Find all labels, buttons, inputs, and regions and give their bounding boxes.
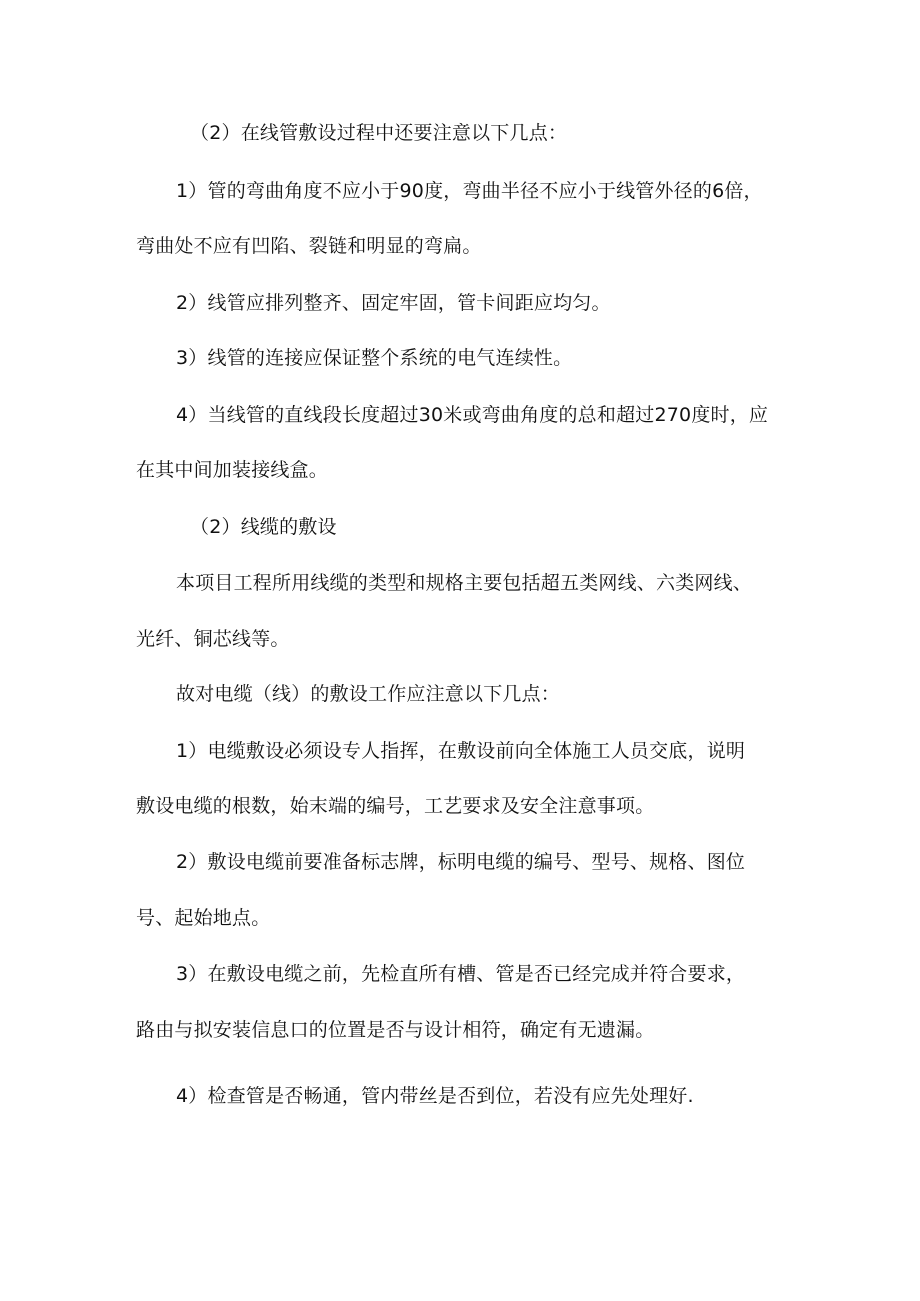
- paragraph-line: 敷设电缆的根数，始末端的编号，工艺要求及安全注意事项。: [136, 795, 655, 817]
- paragraph-line: 3）在敷设电缆之前，先检直所有槽、管是否已经完成并符合要求，: [176, 963, 746, 985]
- paragraph-line: 本项目工程所用线缆的类型和规格主要包括超五类网线、六类网线、: [176, 572, 753, 594]
- paragraph-line: 1）管的弯曲角度不应小于90度，弯曲半径不应小于线管外径的6倍，: [176, 180, 763, 202]
- section-heading-conduit-notes: （2）在线管敷设过程中还要注意以下几点：: [190, 122, 568, 144]
- paragraph-line: 3）线管的连接应保证整个系统的电气连续性。: [176, 347, 573, 369]
- paragraph-line: 1）电缆敷设必须设专人指挥，在敷设前向全体施工人员交底，说明: [176, 740, 746, 762]
- paragraph-line: 弯曲处不应有凹陷、裂链和明显的弯扁。: [136, 235, 482, 257]
- paragraph-line: 2）线管应排列整齐、固定牢固，管卡间距应均匀。: [176, 292, 611, 314]
- paragraph-line: 路由与拟安装信息口的位置是否与设计相符，确定有无遗漏。: [136, 1019, 655, 1041]
- paragraph-line: 4）检查管是否畅通，管内带丝是否到位，若没有应先处理好.: [176, 1085, 694, 1107]
- paragraph-line: 4）当线管的直线段长度超过30米或弯曲角度的总和超过270度时，应: [176, 404, 769, 426]
- paragraph-line: 2）敷设电缆前要准备标志牌，标明电缆的编号、型号、规格、图位: [176, 851, 746, 873]
- paragraph-line: 光纤、铜芯线等。: [136, 628, 290, 650]
- paragraph-line: 故对电缆（线）的敷设工作应注意以下几点：: [176, 683, 561, 705]
- section-heading-cable-laying: （2）线缆的敷设: [190, 516, 337, 538]
- paragraph-line: 在其中间加装接线盒。: [136, 459, 329, 481]
- paragraph-line: 号、起始地点。: [136, 907, 271, 929]
